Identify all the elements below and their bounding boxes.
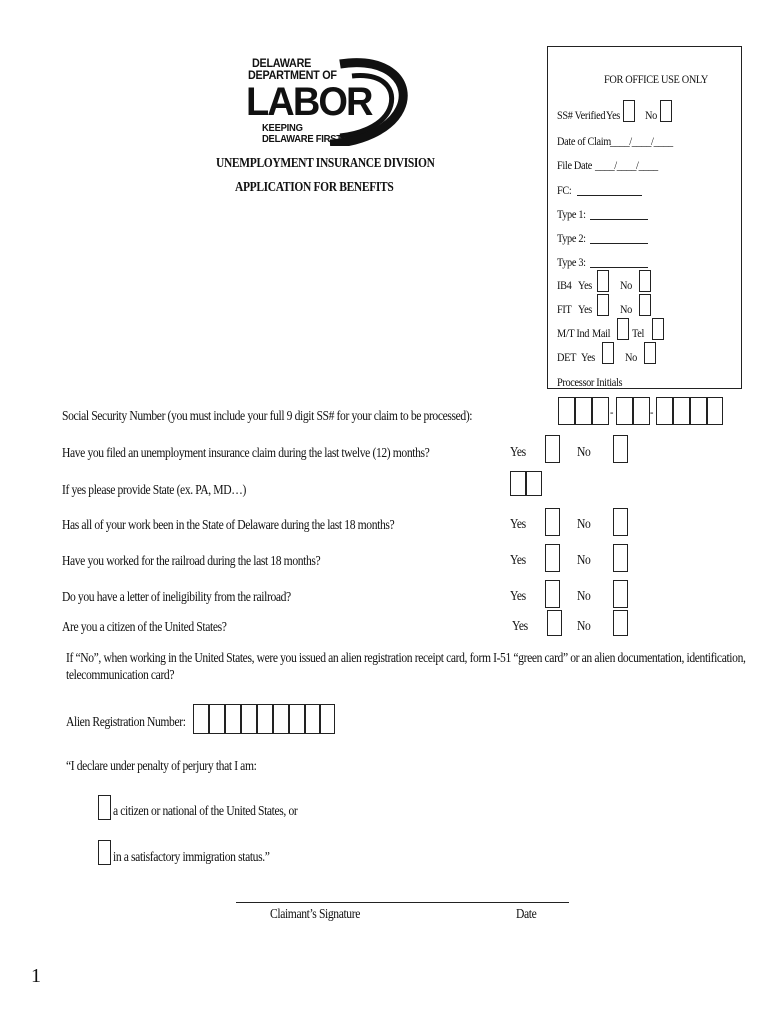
det-label: DET bbox=[557, 350, 577, 364]
type2-label: Type 2: bbox=[557, 231, 586, 245]
tel-label: Tel bbox=[632, 326, 644, 340]
det-no-label: No bbox=[625, 350, 637, 364]
letter-yes-label: Yes bbox=[510, 588, 526, 603]
signature-line[interactable] bbox=[236, 902, 569, 903]
railroad-question: Have you worked for the railroad during the last 18 months? bbox=[62, 553, 321, 568]
ss-no-label: No bbox=[645, 108, 657, 122]
ssn-digit-box[interactable] bbox=[673, 397, 690, 425]
ssn-digit-box[interactable] bbox=[656, 397, 673, 425]
logo-line-keeping: KEEPING bbox=[262, 122, 303, 134]
filed-claim-no-checkbox[interactable] bbox=[613, 435, 628, 463]
ss-verified-label: SS# Verified bbox=[557, 108, 606, 122]
ssn-digit-box[interactable] bbox=[633, 397, 650, 425]
ssn-field[interactable] bbox=[558, 397, 723, 425]
ib4-yes-checkbox[interactable] bbox=[597, 270, 609, 292]
ss-yes-checkbox[interactable] bbox=[623, 100, 635, 122]
fit-label: FIT bbox=[557, 302, 572, 316]
date-of-claim-label: Date of Claim bbox=[557, 134, 611, 148]
type1-field[interactable] bbox=[590, 207, 648, 220]
letter-yes-checkbox[interactable] bbox=[545, 580, 560, 608]
immigration-status-checkbox[interactable] bbox=[98, 840, 111, 865]
fit-yes-checkbox[interactable] bbox=[597, 294, 609, 316]
ssn-digit-box[interactable] bbox=[558, 397, 575, 425]
type1-label: Type 1: bbox=[557, 207, 586, 221]
ssn-digit-box[interactable] bbox=[616, 397, 633, 425]
all-delaware-no-label: No bbox=[577, 516, 591, 531]
form-title: APPLICATION FOR BENEFITS bbox=[235, 180, 394, 195]
det-no-checkbox[interactable] bbox=[644, 342, 656, 364]
state-letter-box[interactable] bbox=[510, 471, 526, 496]
filed-claim-no-label: No bbox=[577, 444, 591, 459]
tel-checkbox[interactable] bbox=[652, 318, 664, 340]
all-delaware-yes-label: Yes bbox=[510, 516, 526, 531]
type3-label: Type 3: bbox=[557, 255, 586, 269]
ssn-digit-box[interactable] bbox=[592, 397, 609, 425]
ib4-no-label: No bbox=[620, 278, 632, 292]
citizen-national-option: a citizen or national of the United States, or bbox=[113, 803, 298, 818]
citizen-no-label: No bbox=[577, 618, 591, 633]
ssn-dash: - bbox=[610, 405, 614, 419]
alien-paragraph-line1: If “No”, when working in the United States, were you issued an alien registration receipt card, form I-51 “green card” or an alien documentation, identification, bbox=[66, 650, 746, 665]
citizen-national-checkbox[interactable] bbox=[98, 795, 111, 820]
date-label: Date bbox=[516, 906, 537, 921]
filed-claim-yes-label: Yes bbox=[510, 444, 526, 459]
fit-no-label: No bbox=[620, 302, 632, 316]
state-letter-box[interactable] bbox=[526, 471, 542, 496]
ssn-digit-box[interactable] bbox=[690, 397, 707, 425]
immigration-status-option: in a satisfactory immigration status.” bbox=[113, 849, 270, 864]
alien-digit-box[interactable] bbox=[305, 704, 320, 734]
fit-no-checkbox[interactable] bbox=[639, 294, 651, 316]
logo-line-delaware-first: DELAWARE FIRST bbox=[262, 133, 342, 145]
filed-claim-question: Have you filed an unemployment insurance claim during the last twelve (12) months? bbox=[62, 445, 430, 460]
letter-question: Do you have a letter of ineligibility from the railroad? bbox=[62, 589, 291, 604]
division-title: UNEMPLOYMENT INSURANCE DIVISION bbox=[216, 156, 435, 171]
ssn-digit-box[interactable] bbox=[575, 397, 592, 425]
state-question: If yes please provide State (ex. PA, MD…) bbox=[62, 482, 246, 497]
all-delaware-question: Has all of your work been in the State of Delaware during the last 18 months? bbox=[62, 517, 395, 532]
date-of-claim-field[interactable]: ____/____/____ bbox=[610, 134, 673, 148]
all-delaware-no-checkbox[interactable] bbox=[613, 508, 628, 536]
file-date-label: File Date bbox=[557, 158, 593, 172]
logo-labor: LABOR bbox=[246, 80, 372, 124]
ib4-yes-label: Yes bbox=[578, 278, 592, 292]
mail-checkbox[interactable] bbox=[617, 318, 629, 340]
mt-ind-label: M/T Ind bbox=[557, 326, 590, 340]
all-delaware-yes-checkbox[interactable] bbox=[545, 508, 560, 536]
alien-digit-box[interactable] bbox=[193, 704, 209, 734]
filed-claim-yes-checkbox[interactable] bbox=[545, 435, 560, 463]
alien-digit-box[interactable] bbox=[241, 704, 257, 734]
logo-line-department: DEPARTMENT OF bbox=[248, 68, 337, 82]
alien-reg-number-label: Alien Registration Number: bbox=[66, 714, 186, 729]
type2-field[interactable] bbox=[590, 231, 648, 244]
alien-digit-box[interactable] bbox=[320, 704, 335, 734]
railroad-yes-label: Yes bbox=[510, 552, 526, 567]
type3-field[interactable] bbox=[590, 255, 648, 268]
state-field[interactable] bbox=[510, 471, 542, 496]
mail-label: Mail bbox=[592, 326, 611, 340]
file-date-field[interactable]: ____/____/____ bbox=[595, 158, 658, 172]
railroad-no-label: No bbox=[577, 552, 591, 567]
ss-yes-label: Yes bbox=[606, 108, 620, 122]
citizen-yes-checkbox[interactable] bbox=[547, 610, 562, 636]
ib4-label: IB4 bbox=[557, 278, 572, 292]
railroad-no-checkbox[interactable] bbox=[613, 544, 628, 572]
det-yes-label: Yes bbox=[581, 350, 595, 364]
alien-digit-box[interactable] bbox=[209, 704, 225, 734]
alien-paragraph-line2: telecommunication card? bbox=[66, 667, 175, 682]
ssn-question: Social Security Number (you must include your full 9 digit SS# for your claim to be processed): bbox=[62, 408, 473, 423]
page-number: 1 bbox=[31, 965, 41, 987]
declaration-intro: “I declare under penalty of perjury that I am: bbox=[66, 758, 257, 773]
citizen-question: Are you a citizen of the United States? bbox=[62, 619, 227, 634]
alien-reg-number-field[interactable] bbox=[193, 704, 335, 734]
office-heading: FOR OFFICE USE ONLY bbox=[604, 72, 708, 86]
letter-no-label: No bbox=[577, 588, 591, 603]
citizen-yes-label: Yes bbox=[512, 618, 528, 633]
delaware-dol-logo bbox=[240, 54, 410, 146]
logo-line-delaware: DELAWARE bbox=[252, 56, 312, 70]
claimant-signature-label: Claimant’s Signature bbox=[270, 906, 360, 921]
alien-digit-box[interactable] bbox=[289, 704, 305, 734]
ssn-digit-box[interactable] bbox=[707, 397, 723, 425]
ib4-no-checkbox[interactable] bbox=[639, 270, 651, 292]
ssn-dash: - bbox=[650, 405, 654, 419]
railroad-yes-checkbox[interactable] bbox=[545, 544, 560, 572]
processor-initials-label: Processor Initials bbox=[557, 375, 623, 389]
fc-label: FC: bbox=[557, 183, 572, 197]
letter-no-checkbox[interactable] bbox=[613, 580, 628, 608]
citizen-no-checkbox[interactable] bbox=[613, 610, 628, 636]
alien-digit-box[interactable] bbox=[257, 704, 273, 734]
alien-digit-box[interactable] bbox=[273, 704, 289, 734]
alien-digit-box[interactable] bbox=[225, 704, 241, 734]
fit-yes-label: Yes bbox=[578, 302, 592, 316]
det-yes-checkbox[interactable] bbox=[602, 342, 614, 364]
ss-no-checkbox[interactable] bbox=[660, 100, 672, 122]
fc-field[interactable] bbox=[577, 183, 642, 196]
